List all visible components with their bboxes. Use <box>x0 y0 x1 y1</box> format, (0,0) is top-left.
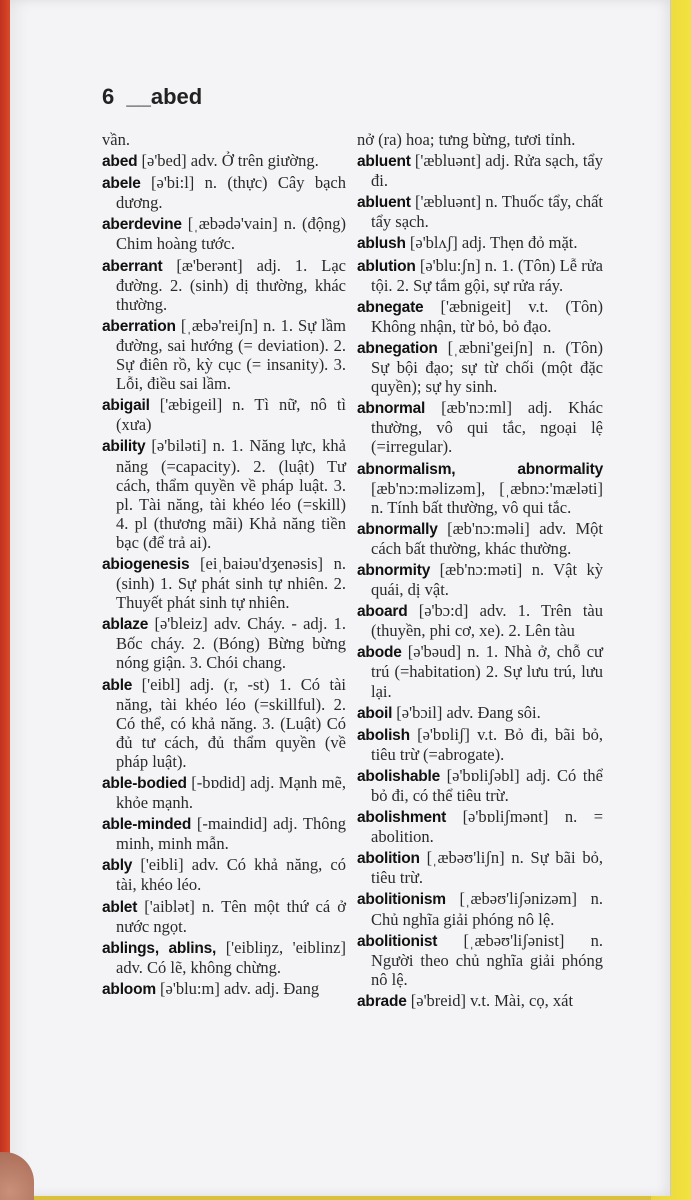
dictionary-entry <box>102 855 346 894</box>
definition: [æ'berənt] adj. 1. Lạc đường. 2. (sinh) dị thường, khác thường. <box>116 255 346 314</box>
definition: [ˌæbni'geiʃn] n. (Tôn) Sự bội đạo; sự từ chối (một đặc quyền); sự hy sinh. <box>371 337 603 397</box>
headword: abrade <box>357 992 407 1010</box>
dictionary-entry <box>357 725 603 764</box>
headword: abnormity <box>357 561 431 579</box>
page-header <box>102 84 202 110</box>
definition: [ə'bed] adv. Ở trên giường. <box>137 151 319 171</box>
dictionary-entry <box>102 614 346 672</box>
definition: [ə'bəud] n. 1. Nhà ở, chỗ cư trú (=habitation) 2. Sự lưu trú, lưu lại. <box>371 642 603 701</box>
dictionary-entry <box>357 703 603 723</box>
dictionary-entry <box>102 814 346 853</box>
definition: [ə'breid] v.t. Mài, cọ, xát <box>406 990 574 1010</box>
definition: [ə'blu:ʃn] n. 1. (Tôn) Lễ rửa tội. 2. Sự tắm gội, sự rửa ráy. <box>371 255 603 295</box>
dictionary-entry <box>102 897 346 936</box>
page-number: 6 <box>102 84 115 109</box>
headword: abele <box>102 175 141 193</box>
definition: [ə'bi:l] n. (thực) Cây bạch dương. <box>116 173 346 213</box>
definition: [æb'nɔ:məlizəm], [ˌæbnɔ:'mæləti] n. Tính bất thường, vô qui tắc. <box>371 478 603 517</box>
dictionary-entry <box>357 560 603 599</box>
definition: [æb'nɔ:məli] adv. Một cách bất thường, khác thường. <box>371 518 603 558</box>
dictionary-entry <box>357 931 603 989</box>
definition: [ə'blʌʃ] adj. Thẹn đỏ mặt. <box>405 233 578 253</box>
dictionary-entry <box>102 395 346 434</box>
entry-continuation <box>357 130 603 149</box>
dictionary-entry <box>102 256 346 314</box>
dictionary-entry <box>357 889 603 928</box>
headword: ablet <box>102 898 138 916</box>
dictionary-entry <box>102 773 346 812</box>
show-through-text <box>480 60 670 130</box>
headword: ability <box>102 438 146 456</box>
headword: abloom <box>102 980 156 998</box>
headword: aberdevine <box>102 216 182 234</box>
definition: ['eibliŋz, 'eiblinz] adv. Có lẽ, không chừng. <box>116 937 346 977</box>
definition: [ˌæbə'reiʃn] n. 1. Sự lầm đường, sai hướng (= deviation). 2. Sự điên rồ, kỳ cục (= insanity). 3. Lỗi, điều sai lầm. <box>116 315 346 394</box>
definition: [ə'bleiz] adv. Cháy. - adj. 1. Bốc cháy. 2. (Bóng) Bừng bừng nóng giận. 3. Chói chang. <box>116 614 346 673</box>
dictionary-entry <box>102 151 346 171</box>
headword: abigail <box>102 397 150 415</box>
definition: [ə'blu:m] adv. adj. Đang <box>155 978 320 998</box>
definition: [ˌæbəʊ'liʃənizəm] n. Chủ nghĩa giải phóng nô lệ. <box>371 889 603 929</box>
dictionary-entry <box>357 338 603 396</box>
headword: abolition <box>357 850 420 868</box>
headword: able <box>102 676 133 694</box>
headword: ablution <box>357 257 416 275</box>
headword: aboil <box>357 704 393 722</box>
dictionary-entry <box>102 316 346 393</box>
definition: [æb'nɔ:məti] n. Vật kỳ quái, dị vật. <box>371 559 603 600</box>
dictionary-entry <box>357 233 603 253</box>
headword: aberration <box>102 317 176 335</box>
headword: abolish <box>357 726 410 744</box>
dictionary-entry <box>357 642 603 700</box>
definition: [ə'bɔ:d] adv. 1. Trên tàu (thuyền, phi cơ, xe). 2. Lên tàu <box>371 601 603 641</box>
headword: abed <box>102 153 138 171</box>
dictionary-entry <box>357 807 603 846</box>
definition: [ˌæbəʊ'liʃn] n. Sự bãi bỏ, tiêu trừ. <box>371 848 603 888</box>
definition: [eiˌbaiəu'dʒenəsis] n. (sinh) 1. Sự phát sinh tự nhiên. 2. Thuyết phát sinh tự nhiên. <box>116 553 346 613</box>
headword: abnegate <box>357 298 424 316</box>
dictionary-entry <box>102 436 346 552</box>
entry-continuation <box>102 130 346 149</box>
dictionary-entry <box>102 938 346 977</box>
dictionary-entry <box>357 459 603 517</box>
definition: [ə'bɒliʃəbl] adj. Có thể bỏ đi, có thể tiêu trừ. <box>371 765 603 805</box>
dictionary-entry <box>102 214 346 253</box>
dictionary-entry <box>102 173 346 212</box>
left-column <box>102 130 346 1001</box>
definition: ['æbluənt] n. Thuốc tẩy, chất tẩy sạch. <box>371 192 603 232</box>
dictionary-entry <box>357 192 603 231</box>
headword: abluent <box>357 194 411 212</box>
definition: [ˌæbədə'vain] n. (động) Chim hoàng tước. <box>116 214 346 254</box>
headword: abnormal <box>357 400 426 418</box>
headword: aberrant <box>102 257 163 275</box>
definition: ['eibli] adv. Có khả năng, có tài, khéo léo. <box>116 855 346 895</box>
dictionary-entry <box>357 256 603 295</box>
right-column <box>357 130 603 1013</box>
definition: ['eibl] adj. (r, -st) 1. Có tài năng, tài khéo léo (=skillful). 2. Có thể, có khả năng. 3. (Luật) Có đủ tư cách, đủ thẩm quyền (về pháp luật). <box>116 674 346 771</box>
definition: ['æbnigeit] v.t. (Tôn) Không nhận, từ bỏ, bỏ đạo. <box>371 296 603 336</box>
headword: abolishment <box>357 809 447 827</box>
dictionary-entry <box>357 601 603 640</box>
headword: abnormalism, abnormality <box>357 460 603 478</box>
headword: abnegation <box>357 339 438 357</box>
headword: abolishable <box>357 767 441 785</box>
headword: ablings, ablins, <box>102 939 217 957</box>
definition: ['æbluənt] adj. Rửa sạch, tẩy đi. <box>371 151 603 191</box>
headword: abode <box>357 644 402 662</box>
guide-word: __abed <box>126 84 203 109</box>
dictionary-entry <box>357 519 603 558</box>
definition: vần. <box>102 130 130 149</box>
headword: ablush <box>357 235 406 253</box>
dictionary-entry <box>357 151 603 190</box>
dictionary-entry <box>102 554 346 612</box>
definition: [æb'nɔ:ml] adj. Khác thường, vô qui tắc, ngoại lệ (=irregular). <box>371 398 603 457</box>
headword: ably <box>102 857 133 875</box>
dictionary-entry <box>357 766 603 805</box>
headword: abnormally <box>357 520 438 538</box>
dictionary-entry <box>357 848 603 887</box>
definition: [-bɒdid] adj. Mạnh mẽ, khỏe mạnh. <box>116 773 346 813</box>
definition: [ə'biləti] n. 1. Năng lực, khả năng (=capacity). 2. (luật) Tư cách, thẩm quyền về pháp luật. 3. pl. Tài năng, tài khéo léo (=skill) 4. pl (thương mãi) Khả năng tiền bạc (để trả ai). <box>116 436 346 552</box>
definition: [ˌæbəʊ'liʃənist] n. Người theo chủ nghĩa giải phóng nô lệ. <box>371 930 603 989</box>
definition: nở (ra) hoa; tưng bừng, tươi tỉnh. <box>357 130 576 149</box>
definition: ['æbigeil] n. Tì nữ, nô tì (xưa) <box>116 395 346 435</box>
definition: [ə'bɒliʃmənt] n. = abolition. <box>371 807 603 847</box>
headword: able-minded <box>102 816 192 834</box>
dictionary-entry <box>357 991 603 1011</box>
headword: able-bodied <box>102 775 187 792</box>
headword: abolitionism <box>357 891 446 909</box>
dictionary-entry <box>102 675 346 771</box>
definition: ['aiblət] n. Tên một thứ cá ở nước ngọt. <box>116 896 346 936</box>
headword: ablaze <box>102 616 149 634</box>
headword: abluent <box>357 153 411 171</box>
headword: abolitionist <box>357 932 438 950</box>
dictionary-entry <box>357 297 603 336</box>
definition: [ə'bɒliʃ] v.t. Bỏ đi, bãi bỏ, tiêu trừ (=abrogate). <box>371 724 603 764</box>
definition: [ə'bɔil] adv. Đang sôi. <box>392 702 541 722</box>
definition: [-maindid] adj. Thông minh, minh mẫn. <box>116 814 346 854</box>
headword: aboard <box>357 603 408 621</box>
dictionary-entry <box>357 398 603 456</box>
headword: abiogenesis <box>102 555 190 573</box>
dictionary-entry <box>102 979 346 999</box>
